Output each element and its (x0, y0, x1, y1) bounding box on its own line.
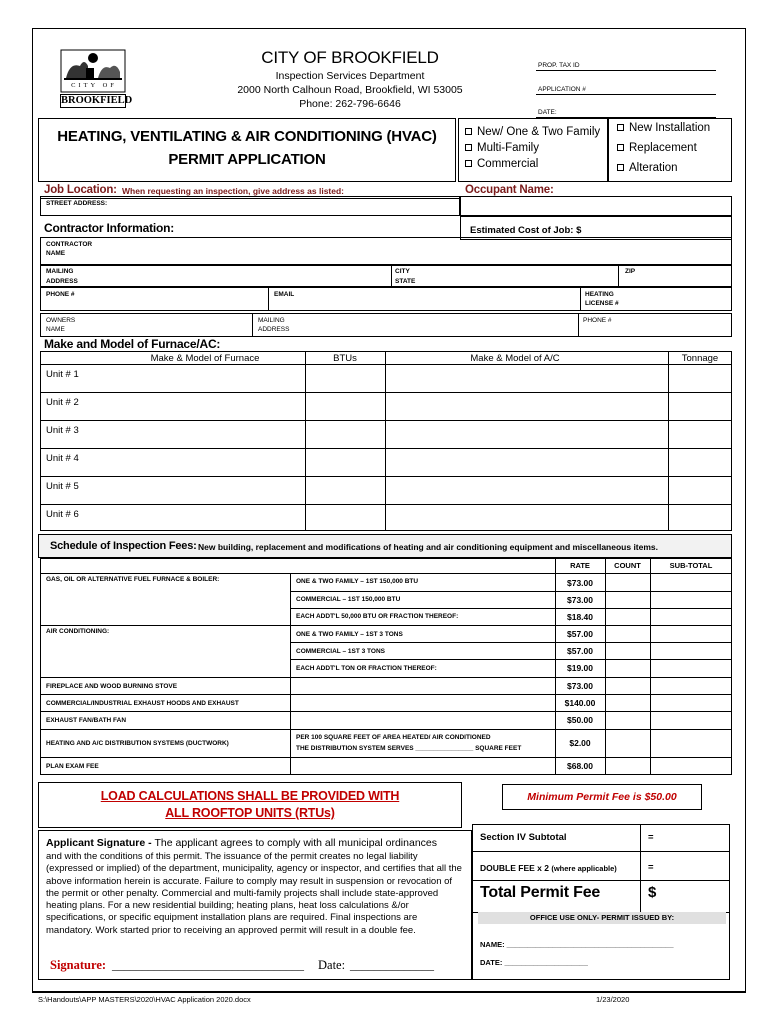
fee-row-3: EACH ADDT'L 50,000 BTU OR FRACTION THEREOF: (296, 613, 459, 620)
rate-11: $68.00 (567, 761, 593, 771)
email-label: EMAIL (274, 291, 295, 298)
checkbox-icon (465, 160, 472, 167)
owners-row[interactable] (40, 313, 732, 337)
unit-6-label: Unit # 6 (46, 509, 79, 520)
logo-name-text: BROOKFIELD (61, 95, 133, 106)
owner-mailing-label: MAILING (258, 317, 285, 324)
occupant-label: Occupant Name: (465, 184, 554, 196)
signature-line[interactable]: ________________________________ (112, 958, 304, 972)
checkbox-icon (617, 124, 624, 131)
signature-date-line[interactable]: ______________ (350, 958, 434, 972)
contractor-label: Contractor Information: (44, 221, 175, 235)
units-label: Make and Model of Furnace/AC: (44, 337, 221, 351)
rate-6: $19.00 (567, 663, 593, 673)
double-fee-note: (where applicable) (551, 864, 617, 873)
owners-label2: NAME (46, 326, 65, 333)
checkbox-icon (465, 144, 472, 151)
footer-path: S:\Handouts\APP MASTERS\2020\HVAC Application 2020.docx (38, 995, 251, 1004)
fee-duct: HEATING AND A/C DISTRIBUTION SYSTEMS (DUCTWORK) (46, 740, 229, 747)
rate-10: $2.00 (569, 738, 591, 748)
form-title-line1: HEATING, VENTILATING & AIR CONDITIONING (HVAC) (57, 128, 437, 145)
checkbox-icon (617, 164, 624, 171)
occupant-name-field[interactable] (460, 196, 732, 216)
dept-phone: Phone: 262-796-6646 (299, 98, 401, 110)
job-location-label: Job Location: (44, 184, 117, 196)
contractor-name-label: CONTRACTOR (46, 241, 93, 248)
office-use-label: OFFICE USE ONLY- PERMIT ISSUED BY: (529, 913, 675, 922)
double-fee-eq[interactable]: = (648, 862, 654, 873)
totals-box (472, 824, 730, 980)
total-fee-value[interactable]: $ (648, 884, 657, 901)
street-address-label: STREET ADDRESS: (46, 200, 108, 207)
rate-3: $18.40 (567, 612, 593, 622)
fees-label: Schedule of Inspection Fees: (50, 540, 197, 552)
subtotal-label: Section IV Subtotal (480, 832, 567, 843)
unit-2-label: Unit # 2 (46, 397, 79, 408)
fee-hoods: COMMERCIAL/INDUSTRIAL EXHAUST HOODS AND EXHAUST (46, 700, 239, 707)
col-rate: RATE (570, 561, 590, 570)
fees-note: New building, replacement and modifications of heating and air conditioning equipment and miscellaneous items. (198, 542, 659, 552)
checkbox-new-family[interactable]: New/ One & Two Family (465, 126, 600, 138)
rate-4: $57.00 (567, 629, 593, 639)
fee-row-2: COMMERCIAL – 1ST 150,000 BTU (296, 596, 401, 603)
rate-8: $140.00 (564, 698, 596, 708)
unit-4-label: Unit # 4 (46, 453, 79, 464)
checkbox-alteration[interactable]: Alteration (617, 162, 678, 174)
total-fee-label: Total Permit Fee (480, 884, 601, 901)
checkbox-icon (465, 128, 472, 135)
fee-plan: PLAN EXAM FEE (46, 763, 99, 770)
city-label: CITY (395, 268, 410, 275)
fee-ac-label: AIR CONDITIONING: (46, 628, 110, 635)
fee-fan: EXHAUST FAN/BATH FAN (46, 717, 127, 724)
minimum-fee: Minimum Permit Fee is $50.00 (527, 791, 677, 803)
rate-1: $73.00 (567, 578, 593, 588)
heating-license-label2: LICENSE # (585, 300, 619, 307)
owners-label: OWNERS (46, 317, 76, 324)
form-title-line2: PERMIT APPLICATION (168, 151, 326, 168)
dept-name: Inspection Services Department (275, 70, 425, 82)
owner-phone-label: PHONE # (583, 317, 612, 324)
checkbox-commercial[interactable]: Commercial (465, 158, 538, 170)
fee-row-1: ONE & TWO FAMILY – 1ST 150,000 BTU (296, 578, 419, 585)
state-label: STATE (395, 278, 416, 285)
owner-mailing-label2: ADDRESS (258, 326, 290, 333)
signature-label: Signature: (50, 958, 107, 972)
notice-line1: LOAD CALCULATIONS SHALL BE PROVIDED WITH (100, 789, 400, 803)
signature-statement (46, 836, 466, 850)
rate-9: $50.00 (567, 715, 593, 725)
signature-statement-lead: The applicant agrees to comply with all municipal ordinances (154, 837, 437, 849)
phone-email-row[interactable] (40, 287, 732, 311)
fee-duct-a: PER 100 SQUARE FEET OF AREA HEATED/ AIR CONDITIONED (296, 734, 491, 741)
zip-label: ZIP (625, 268, 636, 275)
checkbox-icon (617, 144, 624, 151)
contractor-name-label2: NAME (46, 250, 66, 257)
notice-line2: ALL ROOFTOP UNITS (RTUs) (165, 806, 335, 820)
units-header-ac: Make & Model of A/C (470, 353, 560, 364)
rate-7: $73.00 (567, 681, 593, 691)
issued-by-name[interactable]: NAME: ________________________________________ (480, 940, 674, 949)
checkbox-multi-family[interactable]: Multi-Family (465, 142, 539, 154)
fee-duct-b: THE DISTRIBUTION SYSTEM SERVES ________________ SQUARE FEET (296, 745, 522, 752)
checkbox-new-installation[interactable]: New Installation (617, 122, 710, 134)
unit-3-label: Unit # 3 (46, 425, 79, 436)
prop-tax-label: PROP. TAX ID (538, 62, 580, 69)
heating-license-label: HEATING (585, 291, 614, 298)
logo-city-text: CITY OF (71, 82, 117, 89)
application-number-label: APPLICATION # (538, 86, 586, 93)
rate-2: $73.00 (567, 595, 593, 605)
units-header-furnace: Make & Model of Furnace (150, 353, 260, 364)
date-label: DATE: (538, 109, 557, 116)
fee-fireplace: FIREPLACE AND WOOD BURNING STOVE (46, 683, 178, 690)
col-subtotal: SUB-TOTAL (669, 561, 713, 570)
signature-statement-label: Applicant Signature - (46, 837, 155, 849)
page-title: CITY OF BROOKFIELD (261, 48, 439, 67)
col-count: COUNT (614, 561, 641, 570)
unit-1-label: Unit # 1 (46, 369, 79, 380)
fee-row-6: EACH ADDT'L TON OR FRACTION THEREOF: (296, 665, 437, 672)
units-header-tonnage: Tonnage (681, 353, 719, 364)
rate-5: $57.00 (567, 646, 593, 656)
mailing-label: MAILING (46, 268, 74, 275)
fee-gas-label: GAS, OIL OR ALTERNATIVE FUEL FURNACE & BOILER: (46, 576, 220, 583)
job-location-note: When requesting an inspection, give address as listed: (122, 186, 344, 196)
signature-date-label: Date: (318, 958, 346, 972)
unit-5-label: Unit # 5 (46, 481, 79, 492)
units-header-btus: BTUs (333, 353, 357, 364)
contractor-name-field[interactable] (40, 237, 732, 265)
subtotal-eq[interactable]: = (648, 832, 654, 843)
double-fee-text: DOUBLE FEE x 2 (480, 863, 549, 873)
estimated-cost-label: Estimated Cost of Job: $ (470, 225, 582, 236)
mailing-label2: ADDRESS (46, 278, 78, 285)
dept-address: 2000 North Calhoun Road, Brookfield, WI 53005 (237, 84, 463, 96)
issued-by-date[interactable]: DATE: ____________________ (480, 958, 588, 967)
signature-body: and with the conditions of this permit. The issuance of the permit creates no legal liability (expressed or implied) of the department, municipality, agency or inspector, and certifies that all the above information herein is accurate. Failure to comply may result in suspension or revocation of the permit or other penalty. Commercial and multi-family projects shall include state-approved heating plans. For a new residential building; heating plans, heat loss calculations &/or specifications, or specific equipment installation plans are required. Final inspections are mandatory. Work started prior to receiving an approved permit will result in a double fee. (46, 851, 462, 936)
footer-date: 1/23/2020 (596, 995, 630, 1004)
checkbox-replacement[interactable]: Replacement (617, 142, 697, 154)
fee-row-5: COMMERCIAL – 1ST 3 TONS (296, 648, 385, 655)
phone-label: PHONE # (46, 291, 75, 298)
double-fee-label (480, 863, 617, 873)
fee-row-4: ONE & TWO FAMILY – 1ST 3 TONS (296, 631, 403, 638)
